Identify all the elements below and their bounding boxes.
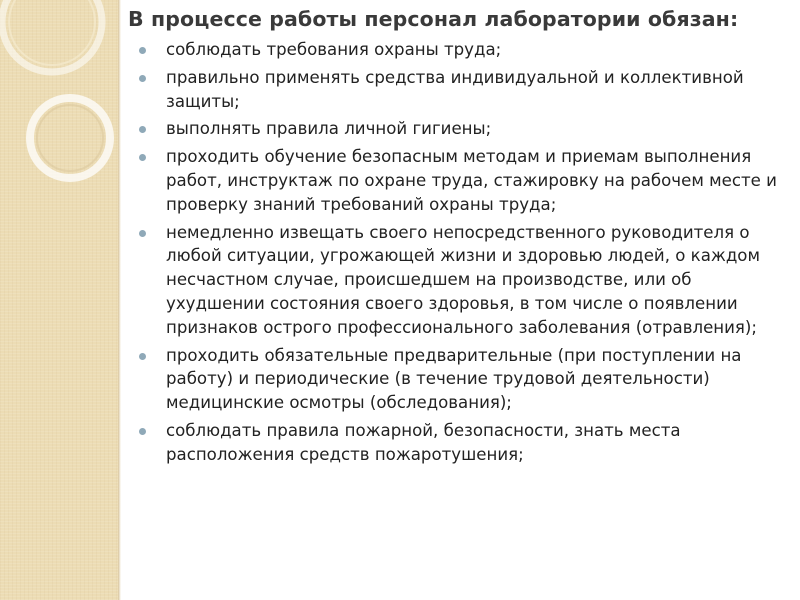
decorative-side-panel <box>0 0 118 600</box>
bullet-dot-icon <box>139 428 146 435</box>
side-panel-edge <box>118 0 121 600</box>
bullet-dot-icon <box>139 47 146 54</box>
bullet-dot-icon <box>139 75 146 82</box>
bullet-text: немедленно извещать своего непосредственного руководителя о любой ситуации, угрожающей жизни и здоровью людей, о каждом несчастном случае, происшедшем на производстве, или об ухудшении состояния своего здоровья, в том числе о появлении признаков острого профессионального заболевания (отравления); <box>166 222 760 337</box>
bullet-item <box>128 221 780 340</box>
decorative-ring-middle <box>30 98 110 178</box>
bullet-text: выполнять правила личной гигиены; <box>166 119 492 139</box>
bullet-text: проходить обучение безопасным методам и приемам выполнения работ, инструктаж по охране труда, стажировку на рабочем месте и проверку знаний требований охраны труда; <box>166 147 777 214</box>
bullet-text: соблюдать правила пожарной, безопасности, знать места расположения средств пожаротушения; <box>166 420 681 464</box>
decorative-ring-middle-shade <box>37 105 103 171</box>
bullet-item <box>128 145 780 216</box>
bullet-dot-icon <box>139 154 146 161</box>
bullet-dot-icon <box>139 230 146 237</box>
bullet-list <box>128 38 780 467</box>
decorative-ring-top <box>2 0 102 72</box>
bullet-dot-icon <box>139 353 146 360</box>
bullet-item <box>128 419 780 467</box>
bullet-item <box>128 38 780 62</box>
bullet-item <box>128 344 780 415</box>
bullet-dot-icon <box>139 126 146 133</box>
bullet-text: правильно применять средства индивидуальной и коллективной защиты; <box>166 67 744 111</box>
bullet-text: соблюдать требования охраны труда; <box>166 40 502 59</box>
slide-title: В процессе работы персонал лаборатории обязан: <box>128 7 739 31</box>
slide-content <box>128 6 780 471</box>
decorative-rings <box>0 0 118 600</box>
bullet-item <box>128 117 780 141</box>
decorative-ring-top-inner <box>9 0 95 65</box>
bullet-text: проходить обязательные предварительные (при поступлении на работу) и периодические (в течение трудовой деятельности) медицинские осмотры (обследования); <box>166 345 742 413</box>
bullet-item <box>128 66 780 114</box>
